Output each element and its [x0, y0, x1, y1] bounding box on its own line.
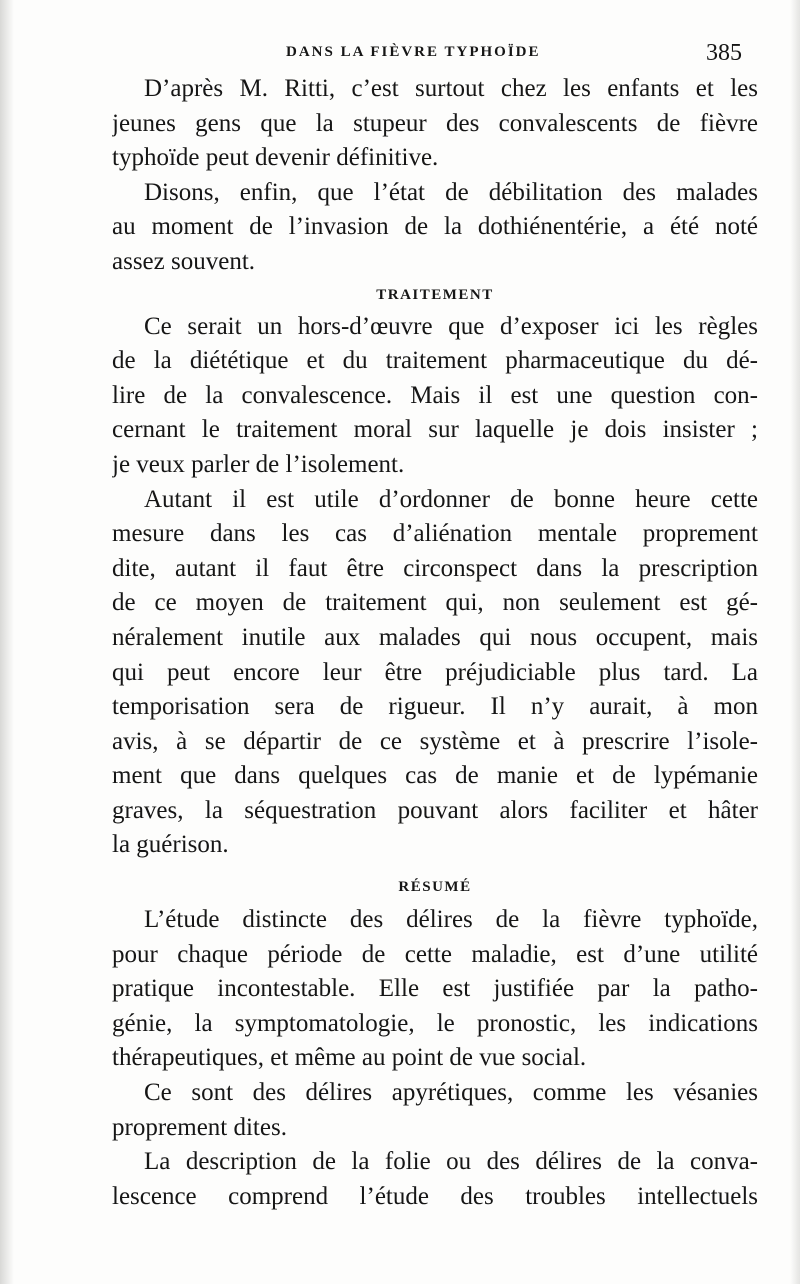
traitement-paragraph-1-line-4: cernant le traitement moral sur laquelle je dois insister ;: [112, 416, 758, 444]
resume-paragraph-1-line-4: génie, la symptomatologie, le pronostic, les indications: [112, 1009, 758, 1037]
traitement-paragraph-1-line-2: de la diététique et du traitement pharmaceutique du dé-: [112, 347, 758, 375]
resume-paragraph-2-line-1: Ce sont des délires apyrétiques, comme les vésanies: [144, 1079, 758, 1107]
paragraph-2-line-1: Disons, enfin, que l’état de débilitation des malades: [144, 178, 758, 206]
traitement-paragraph-1-line-3: lire de la convalescence. Mais il est une question con-: [112, 381, 758, 409]
paragraph-2-line-2: au moment de l’invasion de la dothiénentérie, a été noté: [112, 213, 758, 241]
resume-paragraph-3-line-2: lescence comprend l’étude des troubles intellectuels: [112, 1182, 758, 1210]
traitement-paragraph-2-line-11: la guérison.: [112, 831, 229, 859]
resume-paragraph-1-line-3: pratique incontestable. Elle est justifiée par la patho-: [112, 975, 758, 1003]
page-body: [112, 72, 758, 1214]
section-heading-traitement: TRAITEMENT: [376, 286, 494, 303]
traitement-paragraph-2-line-4: de ce moyen de traitement qui, non seulement est gé-: [112, 589, 758, 617]
paragraph-1-line-1: D’après M. Ritti, c’est surtout chez les enfants et les: [144, 75, 758, 102]
traitement-paragraph-2-line-2: mesure dans les cas d’aliénation mentale proprement: [112, 520, 758, 548]
page-edge-shadow-right: [790, 0, 800, 1284]
running-title: DANS LA FIÈVRE TYPHOÏDE: [286, 44, 541, 60]
section-heading-resume: RÉSUMÉ: [398, 879, 472, 896]
traitement-paragraph-2-line-10: graves, la séquestration pouvant alors faciliter et hâter: [112, 796, 758, 824]
page-number: 385: [706, 40, 742, 66]
running-head: [0, 40, 800, 68]
traitement-paragraph-2-line-8: avis, à se départir de ce système et à prescrire l’isole-: [112, 727, 758, 755]
page-edge-shadow-left: [0, 0, 14, 1284]
traitement-paragraph-2-line-6: qui peut encore leur être préjudiciable plus tard. La: [112, 658, 758, 686]
paragraph-1-line-2: jeunes gens que la stupeur des convalescents de fièvre: [112, 109, 758, 137]
resume-paragraph-2-line-2: proprement dites.: [112, 1113, 287, 1141]
traitement-paragraph-2-line-9: ment que dans quelques cas de manie et de lypémanie: [112, 762, 758, 790]
traitement-paragraph-2-line-3: dite, autant il faut être circonspect dans la prescription: [112, 554, 758, 582]
resume-paragraph-1-line-5: thérapeutiques, et même au point de vue social.: [112, 1044, 587, 1072]
traitement-paragraph-2-line-5: néralement inutile aux malades qui nous occupent, mais: [112, 623, 758, 651]
traitement-paragraph-1-line-5: je veux parler de l’isolement.: [112, 450, 405, 478]
traitement-paragraph-1-line-1: Ce serait un hors-d’œuvre que d’exposer ici les règles: [144, 312, 758, 340]
paragraph-2-line-3: assez souvent.: [112, 247, 256, 275]
resume-paragraph-1-line-1: L’étude distincte des délires de la fièvre typhoïde,: [144, 906, 758, 934]
resume-paragraph-1-line-2: pour chaque période de cette maladie, est d’une utilité: [112, 940, 758, 968]
traitement-paragraph-2-line-1: Autant il est utile d’ordonner de bonne heure cette: [144, 485, 758, 513]
paragraph-1-line-3: typhoïde peut devenir définitive.: [112, 144, 439, 172]
traitement-paragraph-2-line-7: temporisation sera de rigueur. Il n’y aurait, à mon: [112, 693, 758, 721]
resume-paragraph-3-line-1: La description de la folie ou des délires de la conva-: [144, 1148, 758, 1176]
